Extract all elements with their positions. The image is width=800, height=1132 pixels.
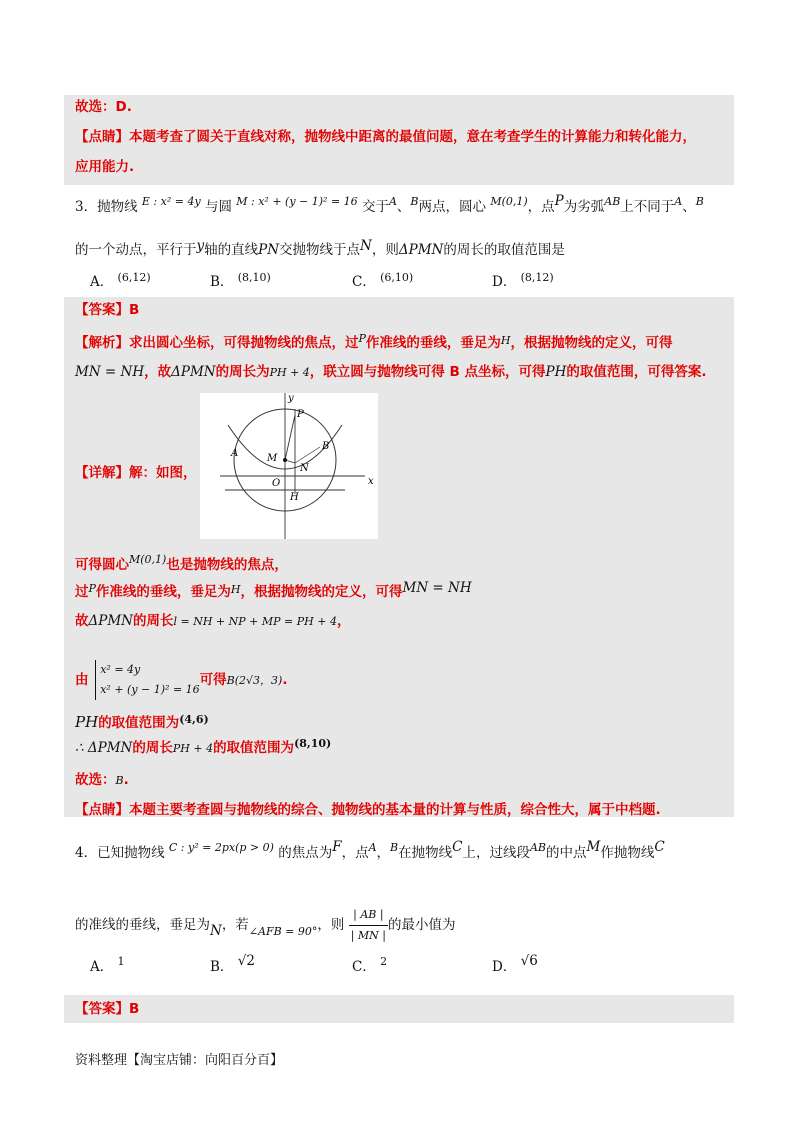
q4-answer: 【答案】B [75,1001,140,1017]
detail-line: 【详解】解：如图， [75,465,197,481]
q4-line-1: 4．已知抛物线 $^{C : y^2 = 2px(p > 0)}$ 的焦点为F，点$^A$，$^B$在抛物线C上，过线段$^{AB}$的中点M作抛物线C [75,839,665,861]
q3-answer: 【答案】B [75,302,140,318]
q4-option-c: C． $^2$ [352,955,388,975]
label-o: O [272,478,281,489]
analysis-line-1: 【解析】求出圆心坐标，可得抛物线的焦点，过$^P$作准线的垂线，垂足为$^H$，根据抛物线的定义，可得 [75,332,673,351]
step-6: ∴ ΔPMN的周长PH + 4的取值范围为$^{(8,10)}$ [75,737,332,756]
step-2: 过$^P$作准线的垂线，垂足为$^H$，根据抛物线的定义，可得MN = NH [75,580,472,600]
q3-line-2: 的一个动点，平行于y轴的直线PN交抛物线于点N，则ΔPMN的周长的取值范围是 [75,238,565,258]
comment-line-1: 【点睛】本题考查了圆关于直线对称，抛物线中距离的最值问题，意在考查学生的计算能力和转化能力， [75,129,696,145]
choose-line: 故选：D. [75,99,132,115]
q3-option-b: B． $^{(8,10)}$ [210,271,271,290]
q4-line-2: 的准线的垂线，垂足为N，若$_{\angle AFB = 90^\circ}$，则 $\frac{| AB |}{| MN |}$ 的最小值为 [75,905,456,946]
step-1: 可得圆心$^{M(0,1)}$也是抛物线的焦点， [75,553,288,573]
label-x: x [368,476,374,487]
step-7: 故选：B. [75,772,129,788]
q3-option-a: A． $^{(6,12)}$ [90,271,151,290]
q3-line-1: 3．抛物线 $^{E : x^2 = 4y}$ 与圆 $^{M : x^2 + (y - 1)^2 = 16}$ 交于$^A$、$^B$两点，圆心 $^{M(0,1)}$，点P为劣弧$^{AB}$上不同于$^A$、$^B$ [75,193,704,215]
label-n: N [300,463,309,474]
step-4: 由 x² = 4y x² + (y − 1)² = 16 可得B(2√3，3). [75,660,287,700]
comment-line-2: 应用能力. [75,159,135,175]
step-3: 故ΔPMN的周长l = NH + NP + MP = PH + 4， [75,613,351,629]
label-m: M [267,453,278,464]
comment-2: 【点睛】本题主要考查圆与抛物线的综合、抛物线的基本量的计算与性质，综合性大，属于中档题. [75,802,661,818]
label-p: P [297,409,304,420]
label-a: A [231,448,239,459]
answer-shade-3 [64,995,734,1023]
label-y: y [288,393,294,404]
label-h: H [290,492,299,503]
label-b: B [322,441,330,452]
q3-option-c: C． $^{(6,10)}$ [352,271,414,290]
q4-option-a: A． $^1$ [90,955,125,975]
q4-option-b: B． √2 [210,953,255,975]
step-5: PH的取值范围为$^{(4,6)}$ [75,713,209,731]
analysis-line-2: MN = NH，故ΔPMN的周长为PH + 4，联立圆与抛物线可得 B 点坐标，可得PH的取值范围，可得答案. [75,364,707,380]
footer-credit: 资料整理【淘宝店铺：向阳百分百】 [75,1053,284,1068]
q4-option-d: D． √6 [492,953,538,975]
q3-option-d: D． $^{(8,12)}$ [492,271,554,290]
circle-parabola-figure [200,393,378,539]
